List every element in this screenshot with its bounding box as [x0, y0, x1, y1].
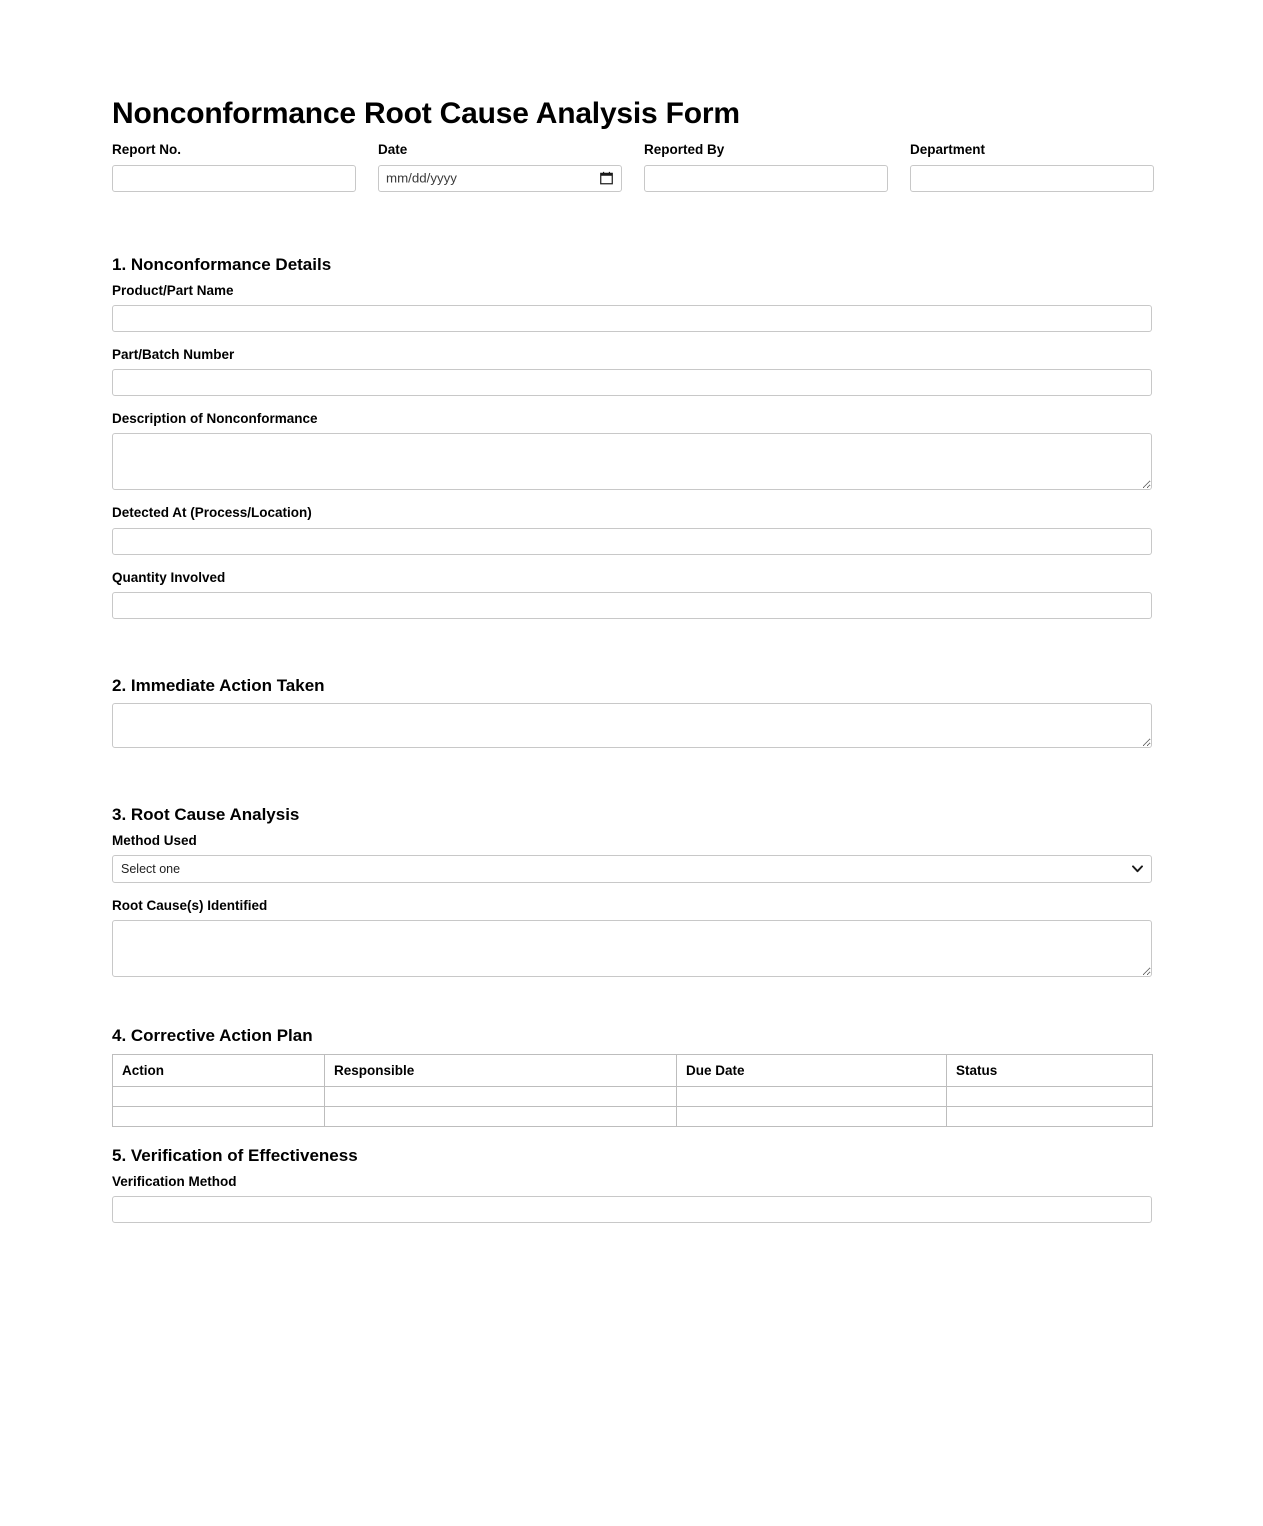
part-batch-number-label: Part/Batch Number	[112, 346, 235, 362]
report-no-label: Report No.	[112, 142, 181, 158]
reported-by-label: Reported By	[644, 142, 725, 158]
department-input[interactable]	[910, 165, 1154, 192]
cell-responsible[interactable]	[325, 1086, 677, 1106]
root-causes-label: Root Cause(s) Identified	[112, 898, 268, 914]
detected-at-input[interactable]	[112, 528, 1152, 555]
field-detected-at	[112, 504, 1152, 554]
field-reported-by	[644, 141, 888, 191]
date-input-wrapper	[378, 165, 622, 192]
spacer	[112, 977, 1152, 1025]
quantity-involved-input[interactable]	[112, 592, 1152, 619]
verification-method-input[interactable]	[112, 1196, 1152, 1223]
department-label: Department	[910, 142, 986, 158]
root-causes-textarea[interactable]	[112, 920, 1152, 977]
field-date	[378, 141, 622, 191]
field-method-used	[112, 832, 1152, 883]
spacer	[112, 198, 1152, 254]
field-product-part-name	[112, 282, 1152, 332]
report-no-input[interactable]	[112, 165, 356, 192]
verification-method-label: Verification Method	[112, 1173, 237, 1189]
cell-due-date[interactable]	[677, 1106, 947, 1126]
date-placeholder-text: mm/dd/yyyy	[386, 170, 457, 186]
method-used-label: Method Used	[112, 832, 197, 848]
description-textarea[interactable]	[112, 433, 1152, 490]
field-verification-method	[112, 1173, 1152, 1223]
product-part-name-input[interactable]	[112, 305, 1152, 332]
quantity-involved-label: Quantity Involved	[112, 569, 226, 585]
page-title: Nonconformance Root Cause Analysis Form	[112, 97, 740, 130]
column-header-action: Action	[113, 1054, 325, 1086]
field-quantity-involved	[112, 569, 1152, 619]
section-1-title: 1. Nonconformance Details	[112, 254, 332, 274]
column-header-status: Status	[947, 1054, 1153, 1086]
section-nonconformance-details	[112, 254, 1152, 619]
spacer	[112, 619, 1152, 675]
cell-status[interactable]	[947, 1086, 1153, 1106]
field-description-of-nonconformance	[112, 410, 1152, 490]
field-department	[910, 141, 1154, 191]
column-header-responsible: Responsible	[325, 1054, 677, 1086]
section-immediate-action-taken	[112, 675, 1152, 748]
product-part-name-label: Product/Part Name	[112, 282, 234, 298]
cell-responsible[interactable]	[325, 1106, 677, 1126]
form-container	[112, 96, 1152, 1223]
table-header	[113, 1054, 1153, 1086]
field-report-no	[112, 141, 356, 191]
table-row[interactable]	[113, 1086, 1153, 1106]
section-5-title: 5. Verification of Effectiveness	[112, 1145, 358, 1165]
cell-status[interactable]	[947, 1106, 1153, 1126]
reported-by-input[interactable]	[644, 165, 888, 192]
spacer	[112, 1127, 1152, 1145]
cell-due-date[interactable]	[677, 1086, 947, 1106]
table-row[interactable]	[113, 1106, 1153, 1126]
corrective-action-table	[112, 1054, 1153, 1127]
date-label: Date	[378, 142, 408, 158]
section-root-cause-analysis	[112, 804, 1152, 978]
column-header-due-date: Due Date	[677, 1054, 947, 1086]
spacer	[112, 748, 1152, 804]
section-2-title: 2. Immediate Action Taken	[112, 675, 325, 695]
method-used-select-wrapper	[112, 855, 1152, 883]
table-header-row	[113, 1054, 1153, 1086]
section-3-title: 3. Root Cause Analysis	[112, 804, 300, 824]
description-label: Description of Nonconformance	[112, 411, 318, 427]
cell-action[interactable]	[113, 1086, 325, 1106]
header-fields-row	[112, 141, 1152, 191]
date-input[interactable]	[378, 165, 622, 192]
table-body	[113, 1086, 1153, 1126]
section-4-title: 4. Corrective Action Plan	[112, 1026, 313, 1046]
detected-at-label: Detected At (Process/Location)	[112, 505, 312, 521]
field-root-causes-identified	[112, 897, 1152, 977]
field-part-batch-number	[112, 346, 1152, 396]
section-verification-of-effectiveness	[112, 1145, 1152, 1223]
section-corrective-action-plan	[112, 1025, 1152, 1126]
immediate-action-textarea[interactable]	[112, 703, 1152, 748]
cell-action[interactable]	[113, 1106, 325, 1126]
part-batch-number-input[interactable]	[112, 369, 1152, 396]
method-used-select[interactable]	[112, 855, 1152, 883]
